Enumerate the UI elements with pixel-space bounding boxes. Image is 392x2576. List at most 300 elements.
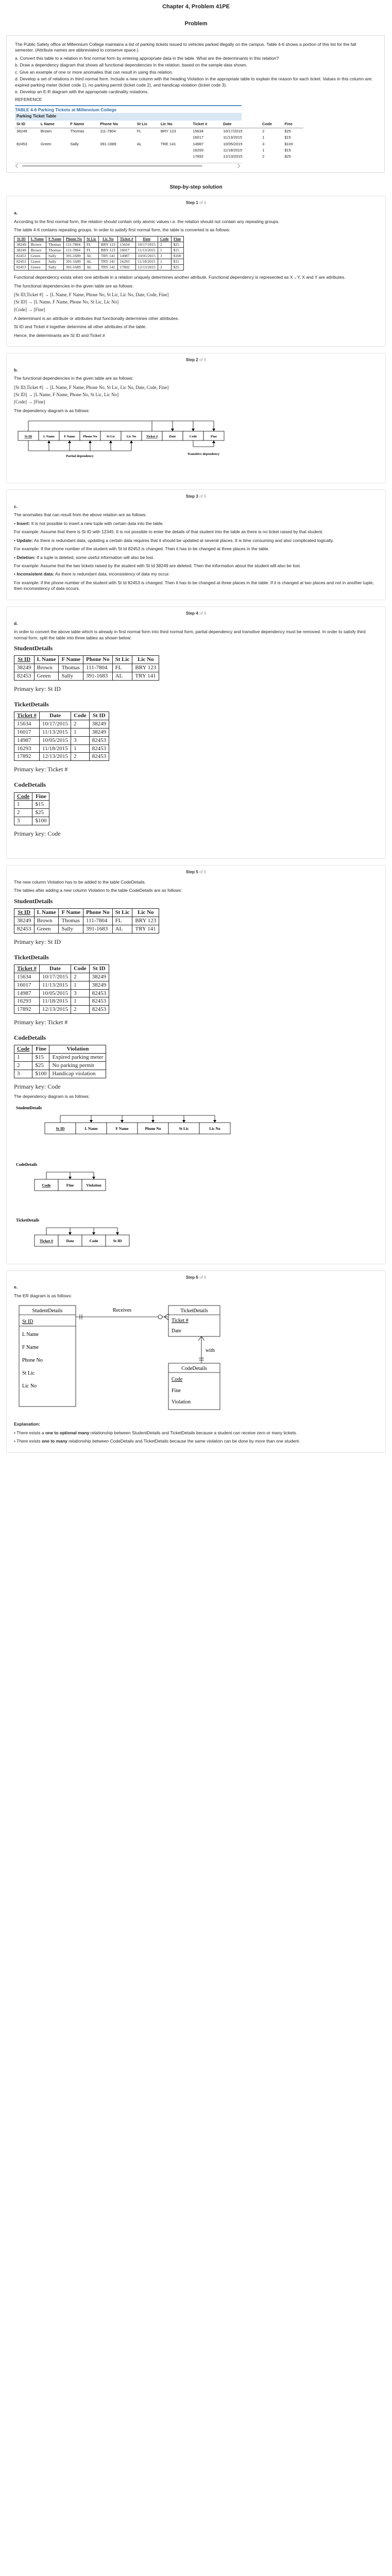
diagram-table-label: TicketDetails <box>16 1218 40 1223</box>
table-cell: 15634 <box>14 973 40 981</box>
table-cell: FL <box>112 917 132 925</box>
table-cell: 17892 <box>14 753 40 761</box>
table-row <box>14 242 184 247</box>
table-cell: 12/13/2015 <box>40 1006 71 1014</box>
attribute-label: Phone No <box>83 434 97 438</box>
table-cell: 82453 <box>16 141 27 146</box>
functional-dependency: [St ID] → [L Name, F Name, Phone No, St Lic, Lic No] <box>14 299 119 305</box>
table-cell: 1 <box>71 981 89 989</box>
arrow-head <box>130 440 133 443</box>
anomaly-text: As there is redundant data, inconsistency of data my occur. <box>54 571 170 577</box>
step-of: of 6 <box>199 200 207 206</box>
table-cell: 14987 <box>193 141 204 146</box>
attribute-label: Ticket # <box>146 434 158 438</box>
table-cell: 10/05/2015 <box>135 253 158 259</box>
table-cell: 111-7804 <box>83 917 113 925</box>
scrollbar-thumb[interactable] <box>22 165 202 167</box>
attribute-label: Ticket # <box>40 1239 53 1244</box>
table-cell: Brown <box>34 664 59 672</box>
table-row <box>14 736 109 744</box>
problem-statement <box>6 35 385 173</box>
anomaly-title: Insert: <box>16 520 30 526</box>
table-row <box>14 1006 109 1014</box>
functional-dependency: [St ID] → [L Name, F Name, Phone No, St Lic, Lic No] <box>14 392 119 398</box>
table-cell: Thomas <box>59 917 83 925</box>
attribute-label: Code <box>42 1183 51 1188</box>
table-cell: 17892 <box>117 265 135 270</box>
table-cell: 11/13/2015 <box>40 728 71 736</box>
primary-key: Primary key: Code <box>14 829 61 837</box>
table-cell <box>39 134 69 141</box>
explanation-suffix: relationship between StudentDetails and TicketDetails because a student can receive zero or many tickets. <box>89 1430 297 1435</box>
page-subtitle: Problem <box>184 20 208 27</box>
table-cell: 16293 <box>117 259 135 265</box>
table-cell: 10/17/2015 <box>223 129 243 134</box>
entity-attribute: St Lic <box>22 1370 35 1377</box>
table-cell: $15 <box>284 135 291 140</box>
anomaly-example: For example: Assume that there is St ID with 12345. It is not possible to enter the details of that student into the table as there is no ticket raised by that student. <box>14 529 323 535</box>
table-name: CodeDetails <box>14 781 46 789</box>
table-row <box>14 247 184 253</box>
anomaly-text: It is not possible to insert a new tuple with certain data into the table. <box>30 520 164 526</box>
step-label <box>14 611 378 617</box>
table-cell: 3 <box>71 989 89 997</box>
table-header-row <box>14 792 49 801</box>
table-cell: 10/17/2015 <box>40 720 71 728</box>
table-cell: Sally <box>46 265 63 270</box>
table-cell: 1 <box>158 247 171 253</box>
primary-key: Primary key: Ticket # <box>14 766 68 773</box>
table-cell: TRY 141 <box>98 265 117 270</box>
table-cell: TRY 141 <box>132 925 159 933</box>
anomaly-title: Inconsistent data: <box>16 571 55 577</box>
anomaly-example: For example: Assume that the two tickets raised by the student with St Id 38249 are deleted. Then the information about the student will also be lost. <box>14 563 301 568</box>
table-header-row <box>14 656 159 664</box>
step-word: Step <box>185 358 195 363</box>
table-cell: $15 <box>32 801 49 809</box>
anomaly-example: For example: if the phone number of the student with St Id 82453 is changed. Then it has to be changed at three places in the table. If it is changed at two places and not in another tuple, then inconsistency of data occurs. <box>14 580 374 591</box>
column-header: Phone No <box>63 236 84 242</box>
entity-attribute: Code <box>172 1377 183 1383</box>
table-cell: 3 <box>14 817 32 825</box>
table-cell: TRY 141 <box>98 259 117 265</box>
step-label <box>14 358 378 363</box>
dependency-diagram <box>14 417 230 476</box>
table-cell <box>15 147 39 154</box>
arrow-head <box>182 1120 185 1123</box>
table-cell: Sally <box>70 141 79 146</box>
table-cell: 38249 <box>14 664 35 672</box>
table-cell: 16293 <box>14 997 40 1006</box>
column-header: St ID <box>14 656 35 664</box>
step-number: 5 <box>196 870 198 875</box>
column-header: Ticket # <box>117 236 135 242</box>
part-letter: d. <box>14 620 18 626</box>
arrow-head <box>69 1232 72 1235</box>
explanation-item <box>14 1430 378 1436</box>
table-row <box>14 989 109 997</box>
entity-name: StudentDetails <box>32 1308 63 1314</box>
table-cell: $100 <box>32 817 49 825</box>
table-cell: 82453 <box>14 925 35 933</box>
table-cell: $100 <box>284 141 294 146</box>
entity-attribute: Fine <box>172 1388 181 1394</box>
table-cell: 12/13/2015 <box>135 265 158 270</box>
anomaly-title: Update: <box>16 537 33 543</box>
column-header: Code <box>14 1045 32 1054</box>
table-cell: Expired parking meter <box>49 1054 106 1062</box>
table-cell: 38249 <box>14 917 35 925</box>
table-cell: 11/18/2015 <box>135 259 158 265</box>
paragraph: The functional dependencies in the given table are as follows: <box>14 283 134 289</box>
table-cell: 391-1689 <box>63 253 84 259</box>
table-cell: 111-7804 <box>100 129 116 134</box>
code-details-table <box>14 792 49 825</box>
table-cell: 111-7804 <box>63 242 84 247</box>
step-of: of 6 <box>199 494 207 499</box>
table-cell: 16017 <box>14 728 40 736</box>
table-row <box>14 817 49 825</box>
functional-dependency: [Code] → [Fine] <box>14 307 45 312</box>
step-number: 6 <box>196 1275 198 1280</box>
diagram-table-label: StudentDetails <box>16 1106 42 1111</box>
cardinality-zero <box>158 1315 162 1319</box>
attribute-label: Fine <box>210 434 217 438</box>
entity-attribute: Lic No <box>22 1383 37 1389</box>
column-header: Lic No <box>132 656 159 664</box>
primary-key: Primary key: Code <box>14 1082 61 1090</box>
table-cell <box>135 154 159 160</box>
table-cell <box>39 147 69 154</box>
table-row <box>14 801 49 809</box>
table-cell: Brown <box>28 242 46 247</box>
table-cell: 10/17/2015 <box>40 973 71 981</box>
arrow-head <box>192 429 195 431</box>
table-cell: BRY 123 <box>132 664 159 672</box>
entity-attribute: Phone No <box>22 1358 43 1364</box>
primary-key: Primary key: St ID <box>14 938 61 945</box>
table-cell: 38249 <box>89 973 109 981</box>
table-cell: 2 <box>158 265 171 270</box>
table-cell: 391-1689 <box>100 141 116 146</box>
paragraph: The table 4-6 contains repeating groups. In order to satisfy first normal form, the table is converted is as follows: <box>14 227 231 233</box>
table-cell: Brown <box>40 129 52 134</box>
table-cell: 3 <box>262 141 265 146</box>
entity-attribute: Ticket # <box>172 1318 189 1324</box>
table-name: StudentDetails <box>14 897 53 905</box>
first-normal-form-table <box>14 236 184 271</box>
table-cell: 82453 <box>14 265 29 270</box>
step-label <box>14 870 378 875</box>
paragraph: The dependency diagram is as follows: <box>14 408 90 414</box>
step-3 <box>6 489 386 600</box>
column-header: St ID <box>89 712 109 720</box>
table-row <box>14 1070 106 1078</box>
table-cell: Sally <box>46 253 63 259</box>
table-cell <box>69 147 98 154</box>
attribute-label: Lic No <box>126 434 137 438</box>
paragraph: The ER diagram is as follows: <box>14 1293 72 1298</box>
table-cell: Brown <box>28 247 46 253</box>
table-cell: $15 <box>171 259 183 265</box>
table-cell: AL <box>112 925 132 933</box>
table-cell: 38249 <box>89 981 109 989</box>
ticket-details-table <box>14 711 109 761</box>
table-cell <box>98 134 135 141</box>
problem-item-d: d. Develop a set of relations in third normal form. Include a new column with the heading Violation in the appropriate table to explain the reason for each ticket. Values in this column are: expired parking meter (ticket code 1), no parking permit (ticket code 2), and handicap violation (ticket code 3). <box>15 76 373 88</box>
table-cell: 12/13/2015 <box>40 753 71 761</box>
column-header: L Name <box>39 121 69 128</box>
attribute-label: L Name <box>43 434 55 438</box>
table-cell: 1 <box>262 147 265 152</box>
table-cell: BRY 123 <box>132 917 159 925</box>
table-cell: $25 <box>32 809 49 817</box>
step-word: Step <box>185 200 195 206</box>
table-cell: $15 <box>32 1054 49 1062</box>
step-number: 1 <box>196 200 198 206</box>
table-cell: 17892 <box>14 1006 40 1014</box>
table-cell: Green <box>28 265 46 270</box>
attribute-label: Date <box>169 434 176 438</box>
table-cell: AL <box>137 141 142 146</box>
functional-dependency: [St ID,Ticket #] → [L Name, F Name, Phone No, St Lic, Lic No, Date, Code, Fine] <box>14 292 169 298</box>
table-cell: 82453 <box>89 997 109 1006</box>
part-letter: c. <box>14 503 18 509</box>
paragraph: The dependency diagram is as follows: <box>14 1093 90 1099</box>
entity-name: TicketDetails <box>180 1308 208 1314</box>
table-cell: 14987 <box>14 736 40 744</box>
step-of: of 6 <box>199 611 207 616</box>
table-cell: 14987 <box>117 253 135 259</box>
column-header: Date <box>135 236 158 242</box>
arrow-head <box>212 429 215 431</box>
table-cell: 38249 <box>14 247 29 253</box>
table-cell: Green <box>28 259 46 265</box>
column-header: F Name <box>59 909 83 917</box>
table-cell: 3 <box>14 1070 32 1078</box>
table-row <box>15 147 303 154</box>
table-row <box>15 141 303 147</box>
table-cell: 2 <box>262 129 265 134</box>
arrow-head <box>92 1232 95 1235</box>
table-cell: BRY 123 <box>160 129 176 134</box>
code-details-table <box>14 1045 106 1078</box>
scroll-right-icon[interactable] <box>236 164 240 168</box>
table-cell: $15 <box>284 147 291 152</box>
arrow-head <box>89 440 92 443</box>
table-cell: 16017 <box>193 135 204 140</box>
cardinality-crowfoot <box>198 1336 201 1341</box>
table-cell: BRY 123 <box>98 242 117 247</box>
table-cell <box>15 134 39 141</box>
attribute-label: Date <box>66 1239 74 1244</box>
attribute-label: L Name <box>84 1126 98 1131</box>
table-cell: AL <box>84 253 98 259</box>
table-cell: BRY 123 <box>98 247 117 253</box>
table-cell: Thomas <box>70 129 84 134</box>
arrow-head <box>213 1120 216 1123</box>
step-of: of 6 <box>199 1275 207 1280</box>
table-row <box>15 134 303 141</box>
step-2 <box>6 353 386 483</box>
explanation-item <box>14 1438 378 1444</box>
relationship-label: with <box>206 1348 215 1354</box>
table-cell: 1 <box>71 744 89 753</box>
step-word: Step <box>185 494 195 499</box>
arrow-head <box>121 1120 124 1123</box>
problem-item-b: b. Draw a dependency diagram that shows all functional dependencies in the relation, based on the sample data shown. <box>15 62 248 68</box>
step-word: Step <box>185 611 195 616</box>
er-diagram <box>14 1301 241 1415</box>
part-letter: a. <box>14 210 18 216</box>
table-cell <box>98 154 135 160</box>
explanation-title: Explanation: <box>14 1421 41 1427</box>
table-cell: 10/05/2015 <box>223 141 243 146</box>
scroll-left-icon[interactable] <box>15 164 20 168</box>
table-cell: 391-1689 <box>63 259 84 265</box>
table-cell: Sally <box>46 259 63 265</box>
table-name: CodeDetails <box>14 1034 46 1042</box>
column-header: Date <box>221 121 261 128</box>
table-cell: 1 <box>14 1054 32 1062</box>
table-header-row <box>14 964 109 973</box>
table-cell: Green <box>34 672 59 680</box>
table-row <box>14 744 109 753</box>
column-header: St Lic <box>135 121 159 128</box>
table-row <box>14 265 184 270</box>
table-cell: 15634 <box>193 129 204 134</box>
explanation-suffix: relationship between CodeDetails and TicketDetails because the same violation can be done by more than one student. <box>67 1438 300 1444</box>
attribute-label: Phone No <box>145 1126 161 1131</box>
step-word: Step <box>185 870 195 875</box>
table-cell: FL <box>137 129 142 134</box>
column-header: Phone No <box>98 121 135 128</box>
column-header: St Lic <box>112 656 132 664</box>
paragraph: The anomalies that can result from the above relation are as follows: <box>14 512 147 518</box>
arrow-head <box>90 1120 93 1123</box>
table-cell: Green <box>34 925 59 933</box>
attribute-label: Lic No <box>209 1126 220 1131</box>
functional-dependency: [Code] → [Fine] <box>14 399 45 405</box>
table-cell: Thomas <box>46 247 63 253</box>
table-cell: 391-1683 <box>83 672 113 680</box>
table-cell: 10/05/2015 <box>40 989 71 997</box>
table-row <box>14 664 159 672</box>
arrow-head <box>109 440 112 443</box>
column-header: Code <box>71 964 89 973</box>
table-cell: 1 <box>158 259 171 265</box>
table-cell <box>159 134 191 141</box>
table-cell: 14987 <box>14 989 40 997</box>
explanation-bold: one to many <box>41 1438 67 1444</box>
column-header: Code <box>158 236 171 242</box>
table-cell <box>135 134 159 141</box>
step-number: 3 <box>196 494 198 499</box>
table-cell <box>159 147 191 154</box>
table-cell <box>39 154 69 160</box>
page-title: Chapter 4, Problem 41PE <box>162 4 230 10</box>
column-header: F Name <box>46 236 63 242</box>
entity-name: CodeDetails <box>181 1366 207 1372</box>
anomaly-text: If a tuple is deleted, some useful information will also be lost. <box>35 554 155 560</box>
table-cell: 1 <box>14 801 32 809</box>
table-cell: 11/18/2015 <box>223 147 243 152</box>
step-label <box>14 494 378 500</box>
table-cell: TRY 141 <box>132 672 159 680</box>
table-cell <box>15 154 39 160</box>
column-header: Lic No <box>98 236 117 242</box>
paragraph: The tables after adding a new column Violation to the table CodeDetails are as follows: <box>14 888 182 893</box>
arrow-head <box>47 440 50 443</box>
column-header: St ID <box>89 964 109 973</box>
normalized-dependency-diagram <box>14 1102 261 1257</box>
table-cell: 16017 <box>14 981 40 989</box>
column-header: St Lic <box>112 909 132 917</box>
table-cell: 111-7804 <box>63 247 84 253</box>
table-row <box>15 154 303 160</box>
table-cell: 3 <box>158 253 171 259</box>
table-cell: 82453 <box>89 753 109 761</box>
paragraph: Hence, the determinants are St ID and Ticket # <box>14 332 105 338</box>
problem-item-a: a. Convert this table to a relation in first normal form by entering appropriate data in the table. What are the determinants in this relation? <box>15 55 279 61</box>
table-cell: 38249 <box>14 242 29 247</box>
table-cell: 15634 <box>14 720 40 728</box>
table-cell: 11/13/2015 <box>135 247 158 253</box>
column-header: Code <box>14 792 32 801</box>
table-cell: FL <box>112 664 132 672</box>
step-6 <box>6 1270 386 1453</box>
partial-dependency-label: Partial dependency <box>66 454 94 458</box>
arrow-head <box>151 1120 155 1123</box>
table-cell: 391-1689 <box>63 265 84 270</box>
column-header: Date <box>40 712 71 720</box>
solution-heading: Step-by-step solution <box>169 184 223 190</box>
column-header: L Name <box>34 909 59 917</box>
anomaly-text: As there is redundant data, updating a certain data requires that it should be updated at several places. It is time consuming and also complicated logically. <box>32 537 334 543</box>
table-cell: 111-7804 <box>83 664 113 672</box>
table-cell: Green <box>40 141 52 146</box>
entity-attribute: L Name <box>22 1332 39 1338</box>
column-header: Violation <box>49 1045 106 1054</box>
table-row <box>14 917 159 925</box>
table-row <box>14 809 49 817</box>
student-details-table <box>14 655 159 681</box>
table-cell: Sally <box>59 672 83 680</box>
entity-attribute: St ID <box>22 1319 33 1325</box>
arrow-head <box>69 1177 72 1179</box>
attribute-label: F Name <box>64 434 75 438</box>
column-header: Code <box>71 712 89 720</box>
column-header: St Lic <box>84 236 98 242</box>
table-cell: 11/18/2015 <box>40 997 71 1006</box>
table-cell: 17892 <box>193 154 204 159</box>
table-cell: 3 <box>71 736 89 744</box>
table-cell: $25 <box>171 242 183 247</box>
table-cell: 10/17/2015 <box>135 242 158 247</box>
column-header: Ticket # <box>191 121 221 128</box>
horizontal-scrollbar[interactable] <box>15 163 242 168</box>
attribute-label: Code <box>89 1239 98 1244</box>
table-cell: 38249 <box>89 720 109 728</box>
table-row <box>15 128 303 135</box>
table-cell: 82453 <box>89 989 109 997</box>
table-cell: $25 <box>171 265 183 270</box>
step-of: of 6 <box>199 358 207 363</box>
table-cell: 11/13/2015 <box>40 981 71 989</box>
primary-key: Primary key: St ID <box>14 685 61 692</box>
table-cell <box>69 134 98 141</box>
table-cell: 2 <box>71 720 89 728</box>
